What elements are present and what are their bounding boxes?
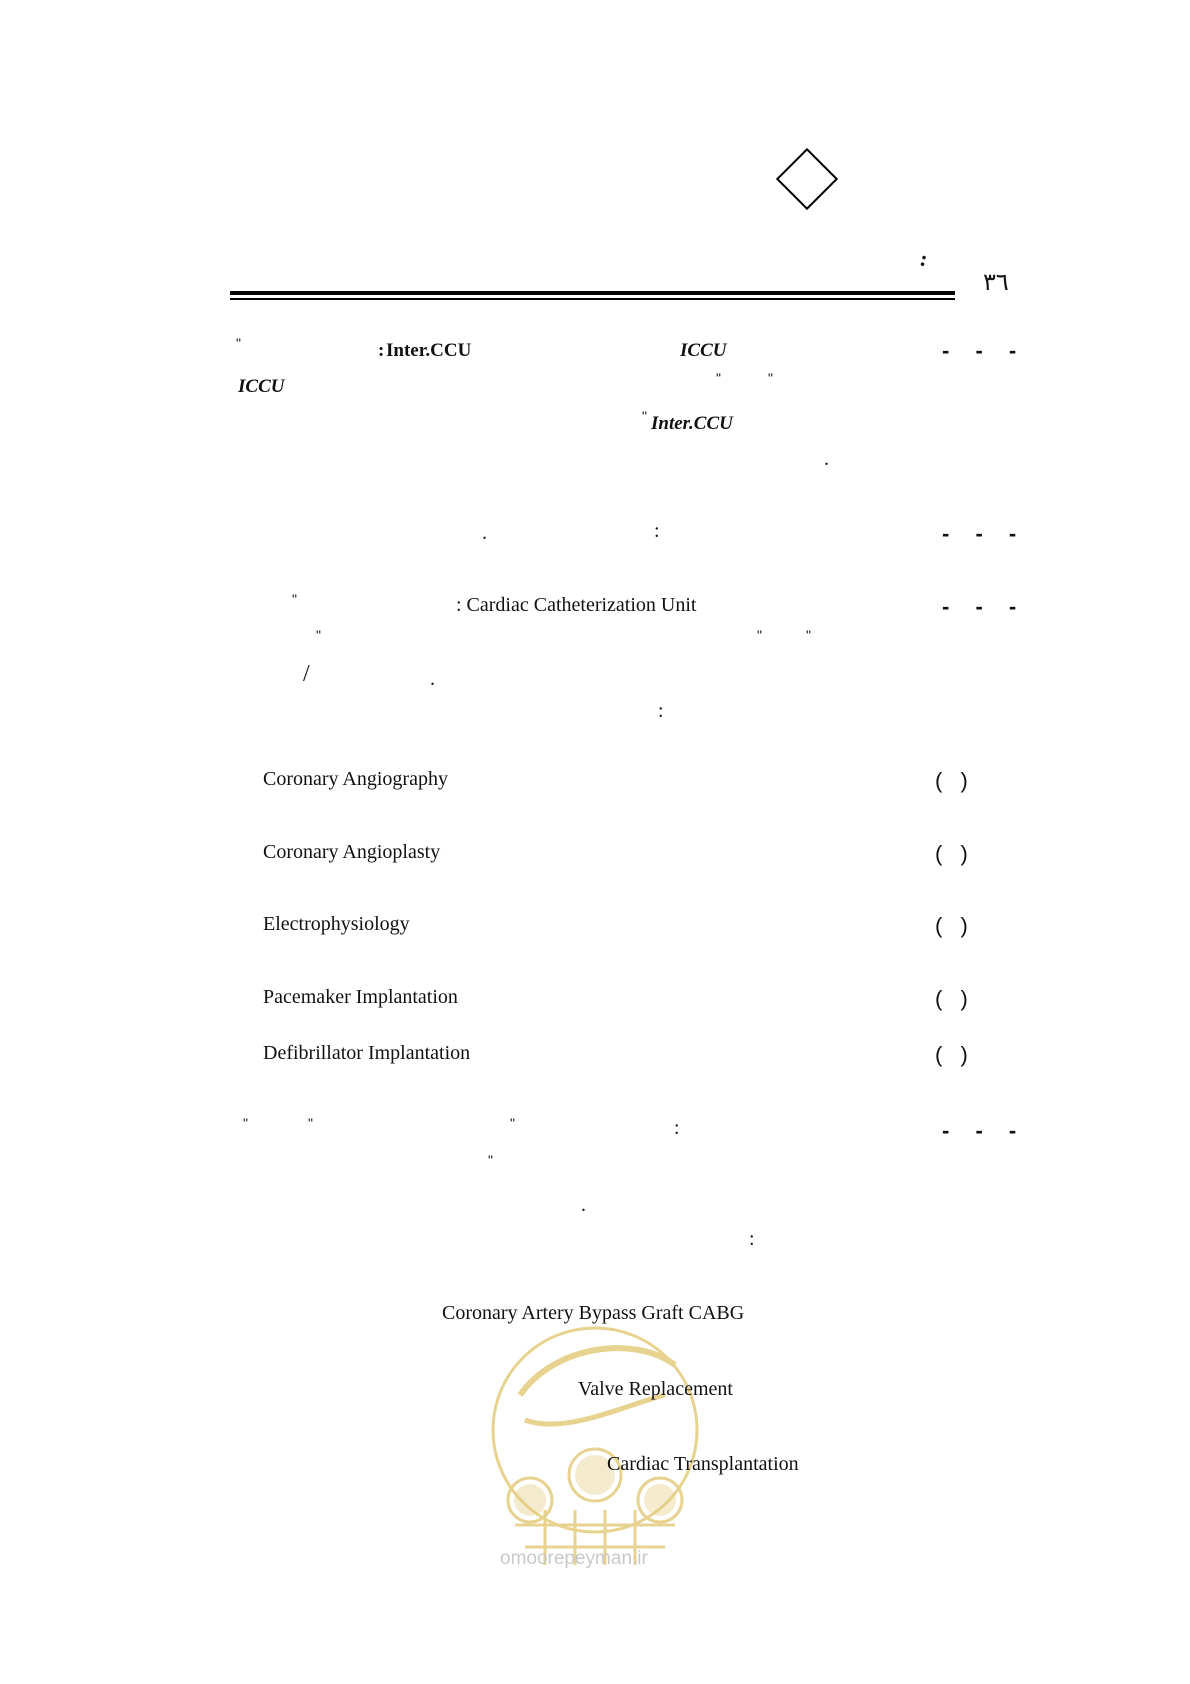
- watermark-text: omoorepeyman.ir: [500, 1548, 648, 1569]
- procedure-paren-2: ( ): [935, 841, 974, 866]
- header-rule-thin: [230, 298, 955, 300]
- section2-period: .: [482, 522, 487, 544]
- procedure-paren-4: ( ): [935, 986, 974, 1011]
- section1-term-inter-ccu: Inter.CCU: [386, 340, 472, 361]
- section4-period: .: [581, 1194, 586, 1216]
- section4-colon-1: :: [674, 1117, 680, 1139]
- procedure-pacemaker-implantation: Pacemaker Implantation: [263, 986, 458, 1008]
- procedure-defibrillator-implantation: Defibrillator Implantation: [263, 1042, 471, 1064]
- procedure-coronary-angiography: Coronary Angiography: [263, 768, 448, 790]
- page-number: ۳٦: [983, 270, 1009, 296]
- section4-quote-1: ": [243, 1115, 248, 1131]
- section4-quote-3: ": [510, 1115, 515, 1131]
- surgery-cardiac-transplantation: Cardiac Transplantation: [607, 1453, 799, 1475]
- procedure-paren-1: ( ): [935, 768, 974, 793]
- section4-colon-2: :: [749, 1228, 755, 1250]
- header-colon-mark: :: [920, 246, 928, 271]
- section1-colon: :: [378, 340, 385, 361]
- section3-slash: /: [303, 661, 310, 687]
- procedure-paren-3: ( ): [935, 913, 974, 938]
- diamond-ornament-icon: [776, 148, 838, 210]
- section3-marker: - - -: [942, 594, 1027, 619]
- section1-term-inter-ccu-2: Inter.CCU: [651, 413, 733, 434]
- procedure-electrophysiology: Electrophysiology: [263, 913, 410, 935]
- procedure-coronary-angioplasty: Coronary Angioplasty: [263, 841, 441, 863]
- section4-marker: - - -: [942, 1118, 1027, 1143]
- section3-quote-1: ": [292, 591, 297, 607]
- section4-quote-4: ": [488, 1152, 493, 1168]
- section1-quote-4: ": [642, 408, 647, 424]
- section3-colon: :: [658, 700, 664, 722]
- section1-quote: ": [236, 335, 241, 351]
- surgery-valve-replacement: Valve Replacement: [578, 1378, 733, 1400]
- section2-colon: :: [654, 520, 660, 542]
- header-rule-thick: [230, 291, 955, 295]
- surgery-cabg: Coronary Artery Bypass Graft CABG: [442, 1302, 745, 1324]
- section3-quote-4: ": [806, 627, 811, 643]
- section3-quote-3: ": [757, 627, 762, 643]
- section4-quote-2: ": [308, 1115, 313, 1131]
- section3-period: .: [430, 668, 435, 690]
- section1-period: .: [824, 448, 829, 470]
- section3-term: : Cardiac Catheterization Unit: [456, 594, 697, 616]
- section1-quote-3: ": [768, 370, 773, 386]
- section1-quote-2: ": [716, 370, 721, 386]
- section1-term-iccu-1: ICCU: [680, 340, 727, 361]
- section1-term-iccu-2: ICCU: [238, 376, 285, 397]
- section2-marker: - - -: [942, 521, 1027, 546]
- section1-marker: - - -: [942, 338, 1027, 363]
- section3-quote-2: ": [316, 627, 321, 643]
- procedure-paren-5: ( ): [935, 1042, 974, 1067]
